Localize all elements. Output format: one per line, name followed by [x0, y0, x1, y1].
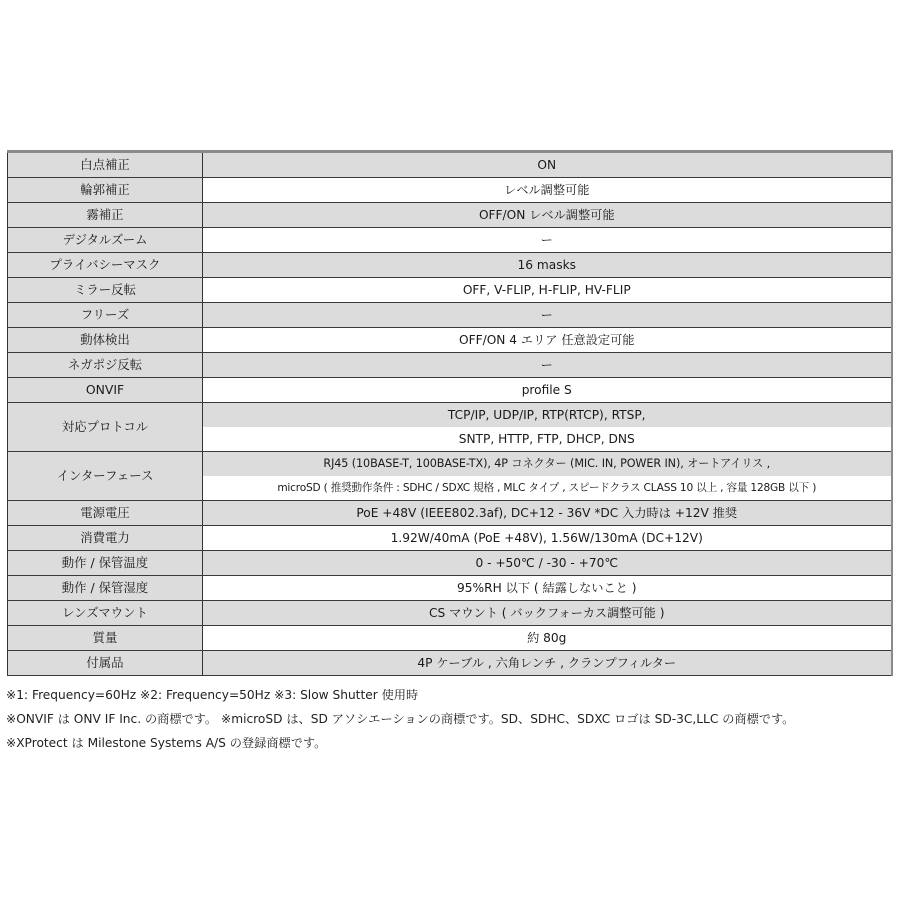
row-label: 付属品 — [8, 651, 203, 676]
row-value: 4P ケーブル , 六角レンチ , クランプフィルター — [203, 651, 892, 676]
row-value-line-2: SNTP, HTTP, FTP, DHCP, DNS — [203, 427, 892, 452]
row-value: OFF, V-FLIP, H-FLIP, HV-FLIP — [203, 278, 892, 303]
row-label: 動作 / 保管温度 — [8, 551, 203, 576]
row-value: profile S — [203, 378, 892, 403]
row-value: 95%RH 以下 ( 結露しないこと ) — [203, 576, 892, 601]
row-label: ミラー反転 — [8, 278, 203, 303]
row-value: ー — [203, 353, 892, 378]
table-row-interface — [8, 452, 892, 477]
table-row-privacy-mask — [8, 253, 892, 278]
footnote-trademarks: ※ONVIF は ONV IF Inc. の商標です。 ※microSD は、SD アソシエーションの商標です。SD、SDHC、SDXC ロゴは SD-3C,LLC の商標です。 — [6, 712, 795, 726]
row-value: ON — [203, 152, 892, 178]
table-row-freeze — [8, 303, 892, 328]
row-value: レベル調整可能 — [203, 178, 892, 203]
table-row-power-consumption — [8, 526, 892, 551]
row-label: 霧補正 — [8, 203, 203, 228]
footnote-xprotect: ※XProtect は Milestone Systems A/S の登録商標です。 — [6, 736, 327, 750]
row-value: 0 - +50℃ / -30 - +70℃ — [203, 551, 892, 576]
row-value-line-1: RJ45 (10BASE-T, 100BASE-TX), 4P コネクター (MIC. IN, POWER IN), オートアイリス , — [203, 452, 892, 477]
table-row-motion-detection — [8, 328, 892, 353]
footnote-frequency: ※1: Frequency=60Hz ※2: Frequency=50Hz ※3: Slow Shutter 使用時 — [6, 688, 419, 702]
row-label: プライバシーマスク — [8, 253, 203, 278]
row-label: ONVIF — [8, 378, 203, 403]
row-value: 1.92W/40mA (PoE +48V), 1.56W/130mA (DC+12V) — [203, 526, 892, 551]
table-row-protocols — [8, 403, 892, 428]
row-label: 対応プロトコル — [8, 403, 203, 452]
table-row-mirror — [8, 278, 892, 303]
table-row-white-balance — [8, 152, 892, 178]
row-value: 16 masks — [203, 253, 892, 278]
row-label: 消費電力 — [8, 526, 203, 551]
table-row-digital-zoom — [8, 228, 892, 253]
table-row-edge-correction — [8, 178, 892, 203]
row-value-line-1: TCP/IP, UDP/IP, RTP(RTCP), RTSP, — [203, 403, 892, 428]
row-label: ネガポジ反転 — [8, 353, 203, 378]
table-row-defog — [8, 203, 892, 228]
table-row-weight — [8, 626, 892, 651]
row-value: CS マウント ( バックフォーカス調整可能 ) — [203, 601, 892, 626]
row-label: 動作 / 保管湿度 — [8, 576, 203, 601]
row-label: 輪郭補正 — [8, 178, 203, 203]
footnotes — [6, 683, 900, 755]
table-row-accessories — [8, 651, 892, 676]
row-label: フリーズ — [8, 303, 203, 328]
row-label: 動体検出 — [8, 328, 203, 353]
row-label: レンズマウント — [8, 601, 203, 626]
row-label: 白点補正 — [8, 152, 203, 178]
row-value: PoE +48V (IEEE802.3af), DC+12 - 36V *DC 入力時は +12V 推奨 — [203, 501, 892, 526]
row-value: ー — [203, 303, 892, 328]
table-row-onvif — [8, 378, 892, 403]
row-value: 約 80g — [203, 626, 892, 651]
row-label: 質量 — [8, 626, 203, 651]
row-label: インターフェース — [8, 452, 203, 501]
row-label: 電源電圧 — [8, 501, 203, 526]
row-value: OFF/ON レベル調整可能 — [203, 203, 892, 228]
table-row-lens-mount — [8, 601, 892, 626]
table-row-nega-posi — [8, 353, 892, 378]
table-row-humidity — [8, 576, 892, 601]
row-value: ー — [203, 228, 892, 253]
table-row-power-voltage — [8, 501, 892, 526]
row-value: OFF/ON 4 エリア 任意設定可能 — [203, 328, 892, 353]
row-label: デジタルズーム — [8, 228, 203, 253]
spec-table — [7, 150, 893, 676]
table-row-temperature — [8, 551, 892, 576]
row-value-line-2: microSD ( 推奨動作条件 : SDHC / SDXC 規格 , MLC タイプ , スピードクラス CLASS 10 以上 , 容量 128GB 以下 ) — [203, 476, 892, 501]
